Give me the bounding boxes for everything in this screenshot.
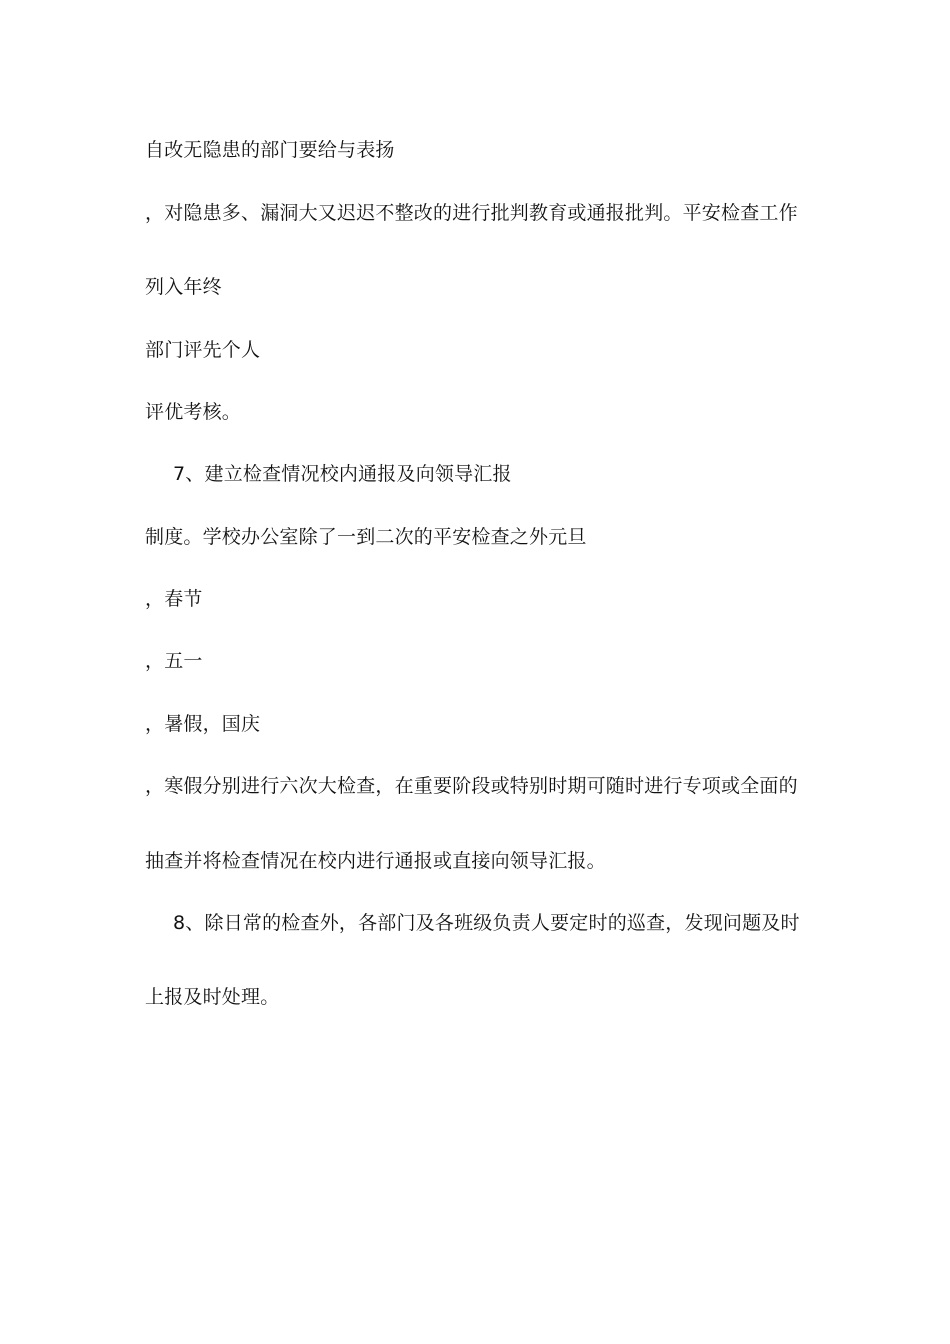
text-line: 评优考核。 [145, 401, 242, 423]
section-heading-8: 8、除日常的检查外，各部门及各班级负责人要定时的巡查，发现问题及时 [173, 912, 800, 934]
text-line: 抽查并将检查情况在校内进行通报或直接向领导汇报。 [145, 850, 606, 872]
text-line: 自改无隐患的部门要给与表扬 [145, 139, 395, 161]
text-line: ，寒假分别进行六次大检查，在重要阶段或特别时期可随时进行专项或全面的 [145, 775, 798, 797]
text-line: 列入年终 [145, 276, 222, 298]
text-line: 制度。学校办公室除了一到二次的平安检查之外元旦 [145, 526, 587, 548]
text-line: ，暑假，国庆 [145, 713, 261, 735]
text-line: ，对隐患多、漏洞大又迟迟不整改的进行批判教育或通报批判。平安检查工作 [145, 202, 798, 224]
text-line: ，春节 [145, 588, 203, 610]
text-line: 部门评先个人 [145, 339, 261, 361]
text-line: ，五一 [145, 650, 203, 672]
text-line: 上报及时处理。 [145, 986, 280, 1008]
section-heading-7: 7、建立检查情况校内通报及向领导汇报 [173, 463, 512, 485]
